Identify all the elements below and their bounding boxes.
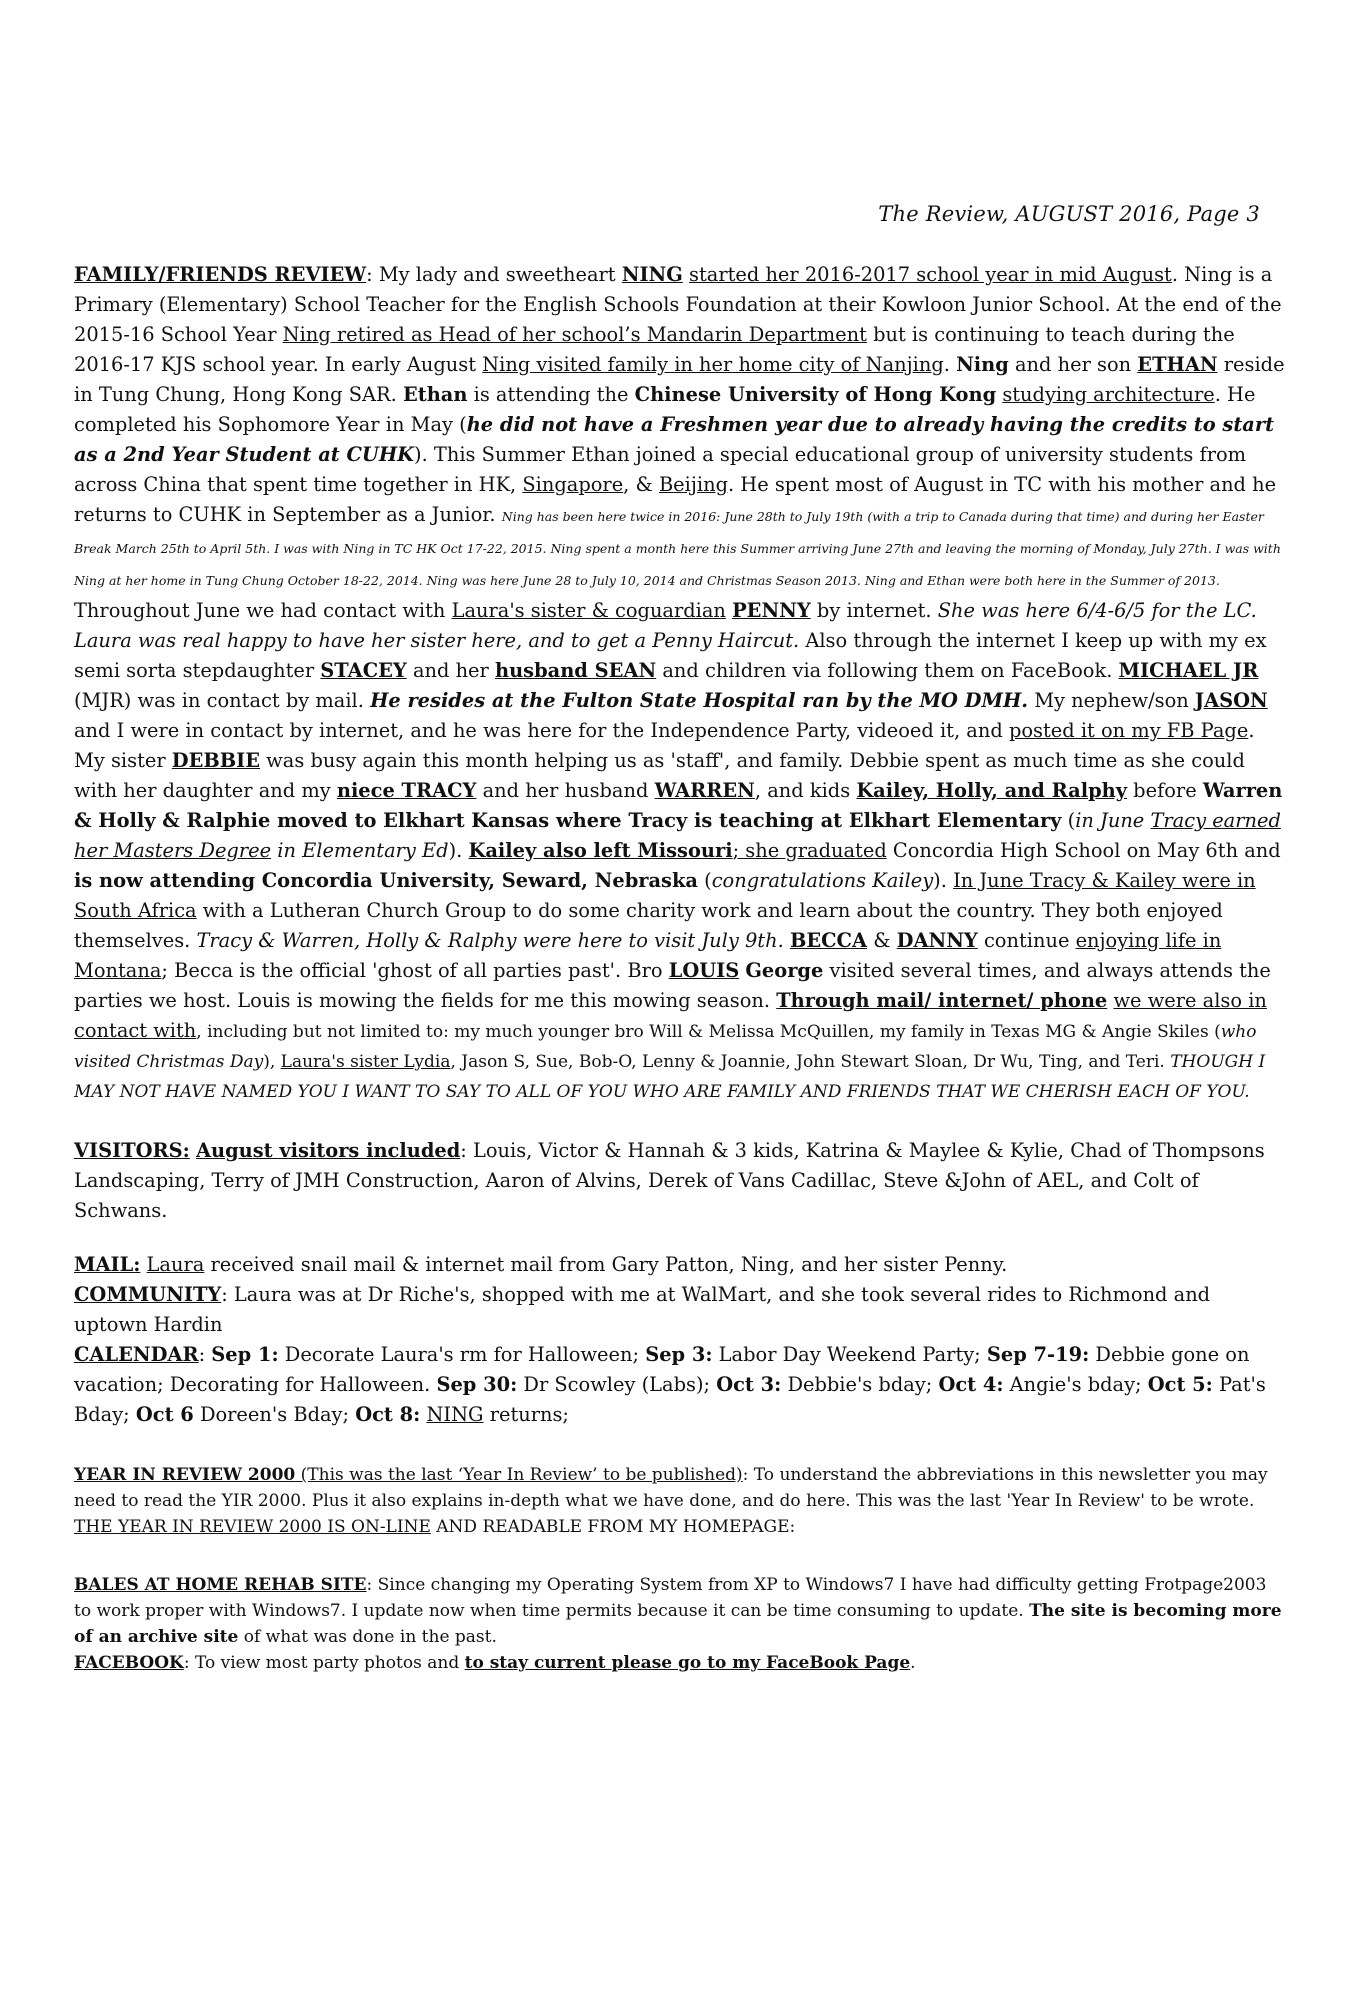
calendar-text-5: Debbie's bday; — [781, 1373, 939, 1396]
husband-sean: husband SEAN — [494, 659, 657, 682]
ethan-bold: Ethan — [402, 383, 468, 406]
calendar-oct4: Oct 4: — [938, 1373, 1004, 1396]
calendar-sep7: Sep 7-19: — [986, 1343, 1090, 1366]
calendar-oct6: Oct 6 — [135, 1403, 194, 1426]
niece-tracy: niece TRACY — [336, 779, 477, 802]
family-text-16: My nephew/son — [1028, 689, 1195, 712]
bales-text: : Since changing my Operating System from XP to Windows7 I have had difficulty getting Frotpage2003 to work proper with Windows7. I update now when time permits because it can be time consuming to update. — [74, 1575, 1267, 1621]
she-graduated: ; she graduated — [732, 839, 887, 862]
calendar-ning: NING — [426, 1403, 484, 1426]
debbie-name: DEBBIE — [171, 749, 261, 772]
elkhart-move: Warren & Holly & Ralphie moved to Elkhart Kansas where Tracy is teaching at Elkhart Elementary — [74, 779, 1283, 832]
calendar-sep: : — [198, 1343, 212, 1366]
visitors-label: VISITORS: — [74, 1139, 190, 1162]
cherish-note: THOUGH I MAY NOT HAVE NAMED YOU I WANT TO SAY TO ALL OF YOU WHO ARE FAMILY AND FRIENDS THAT WE CHERISH EACH OF YOU. — [74, 1052, 1266, 1102]
page-header: The Review, AUGUST 2016, Page 3 — [878, 202, 1260, 226]
calendar-sep3: Sep 3: — [645, 1343, 713, 1366]
facebook-text: : To view most party photos and — [183, 1653, 465, 1673]
family-amp: , & — [623, 473, 659, 496]
family-text-7: . He completed his Sophomore Year in May ( — [74, 383, 1256, 436]
mail-section — [74, 1250, 1288, 1430]
august-visitors: August visitors included — [195, 1139, 461, 1162]
yir-paren: (This was the last ‘Year In Review’ to be published) — [295, 1465, 743, 1485]
yir-label: YEAR IN REVIEW 2000 — [74, 1465, 296, 1485]
bales-label: BALES AT HOME REHAB SITE — [74, 1575, 367, 1595]
family-text-9: . He spent most of August in TC with his mother and he returns to CUHK in September as a Junior. — [74, 473, 1277, 526]
family-text-25: ). — [933, 869, 954, 892]
calendar-text-1: Decorate Laura's rm for Halloween; — [278, 1343, 646, 1366]
family-text-20: and her husband — [476, 779, 655, 802]
ning-bold: Ning — [956, 353, 1009, 376]
family-text-27: continue — [977, 929, 1076, 952]
facebook-link[interactable]: to stay current please go to my FaceBook Page — [464, 1653, 911, 1673]
ning-name: NING — [621, 263, 683, 286]
montana: enjoying life in Montana — [74, 929, 1222, 982]
jason-name: JASON — [1194, 689, 1268, 712]
christmas-day: who visited Christmas Day — [74, 1022, 1257, 1072]
calendar-sep1: Sep 1: — [211, 1343, 279, 1366]
ethan-name: ETHAN — [1137, 353, 1218, 376]
calendar-text-2: Labor Day Weekend Party; — [712, 1343, 987, 1366]
family-text-6: is attending the — [467, 383, 635, 406]
page-content — [74, 260, 1288, 1676]
family-text-5: reside in Tung Chung, Hong Kong SAR. — [74, 353, 1285, 406]
kids-names: Kailey, Holly, and Ralphy — [856, 779, 1128, 802]
family-text-32: , Jason S, Sue, Bob-O, Lenny & Joannie, John Stewart Sloan, Dr Wu, Ting, and Teri. — [450, 1052, 1171, 1072]
kailey-left: Kailey also left Missouri — [468, 839, 733, 862]
family-text-22: before — [1127, 779, 1203, 802]
calendar-sep30: Sep 30: — [436, 1373, 518, 1396]
masters-degree: Tracy earned her Masters Degree — [74, 809, 1281, 862]
facebook-end: . — [910, 1653, 916, 1673]
community-text: : Laura was at Dr Riche's, shopped with me at WalMart, and she took several rides to Richmond and uptown Hardin — [74, 1283, 1211, 1336]
penny-visit-note: She was here 6/4-6/5 for the LC. Laura was real happy to have her sister here, and to get a Penny Haircut. — [74, 599, 1257, 652]
family-text-23: ). — [448, 839, 469, 862]
family-text-17: and I were in contact by internet, and he was here for the Independence Party, videoed it, and — [74, 719, 1009, 742]
calendar-text-4: Dr Scowley (Labs); — [517, 1373, 717, 1396]
family-text-21: , and kids — [754, 779, 857, 802]
ning-visits-note: Ning has been here twice in 2016: June 28th to July 19th (with a trip to Canada during that time) and during her Easter Break March 25th to April 5th. I was with Ning in TC HK Oct 17-22, 2015. Ning spent a month here this Summer arriving June 27th and leaving the morning of Monday, July 27th. I was with Ning at her home in Tung Chung October 18-22, 2014. Ning was here June 28 to July 10, 2014 and Christmas Season 2013. Ning and Ethan were both here in the Summer of 2013. — [74, 509, 1281, 588]
family-text-11: by internet. — [810, 599, 938, 622]
congratulations: congratulations Kailey — [711, 869, 934, 892]
cuhk-name: Chinese University of Hong Kong — [634, 383, 997, 406]
family-friends-label: FAMILY/FRIENDS REVIEW — [74, 263, 367, 286]
family-text-19: was busy again this month helping us as 'staff', and family. Debbie spent as much time as she could with her daughter and my — [74, 749, 1245, 802]
family-text-13: and her — [406, 659, 495, 682]
fb-page-post: posted it on my FB Page — [1008, 719, 1249, 742]
calendar-text-3: Debbie gone on vacation; Decorating for Halloween. — [74, 1343, 1250, 1396]
family-text-18: . My sister — [74, 719, 1255, 772]
calendar-text-8: Doreen's Bday; — [193, 1403, 356, 1426]
visitors-text: : Louis, Victor & Hannah & 3 kids, Katrina & Maylee & Kylie, Chad of Thompsons Landscaping, Terry of JMH Construction, Aaron of Alvins, Derek of Vans Cadillac, Steve &John of AEL, and Colt of Schwans. — [74, 1139, 1265, 1222]
ning-retired: Ning retired as Head of her school’s Mandarin Department — [282, 323, 867, 346]
family-text-2: . Ning is a Primary (Elementary) School Teacher for the English Schools Foundation at their Kowloon Junior School. At the end of the 2015-16 School Year — [74, 263, 1282, 346]
contact-with: we were also in contact with — [74, 989, 1267, 1042]
family-text-10: Throughout June we had contact with — [74, 599, 452, 622]
louis-name: LOUIS — [668, 959, 740, 982]
family-paren: ( — [1061, 809, 1076, 832]
family-text-12: Also through the internet I keep up with my ex semi sorta stepdaughter — [74, 629, 1267, 682]
family-text-14: and children via following them on FaceBook. — [656, 659, 1119, 682]
bales-archive: The site is becoming more of an archive site — [74, 1601, 1282, 1647]
bales-section — [74, 1572, 1288, 1676]
family-paren-2: ( — [697, 869, 712, 892]
calendar-oct8: Oct 8: — [355, 1403, 421, 1426]
visitors-section — [74, 1136, 1288, 1226]
family-text-24: Concordia High School on May 6th and — [886, 839, 1281, 862]
lauras-sister: Laura's sister & coguardian — [451, 599, 726, 622]
calendar-text-7: Pat's Bday; — [74, 1373, 1266, 1426]
stacey-name: STACEY — [320, 659, 407, 682]
becca-name: BECCA — [789, 929, 868, 952]
mail-label: MAIL: — [74, 1253, 141, 1276]
elementary-ed: in Elementary Ed — [271, 839, 449, 862]
yir-tail: AND READABLE FROM MY HOMEPAGE: — [430, 1517, 796, 1537]
mail-laura: Laura — [146, 1253, 205, 1276]
concordia-university: is now attending Concordia University, Seward, Nebraska — [74, 869, 698, 892]
fulton-note: He resides at the Fulton State Hospital ran by the MO DMH. — [370, 689, 1029, 712]
community-label: COMMUNITY — [74, 1283, 222, 1306]
family-sep: . — [943, 353, 957, 376]
yir-online: THE YEAR IN REVIEW 2000 IS ON-LINE — [74, 1517, 431, 1537]
family-text-4: and her son — [1008, 353, 1138, 376]
calendar-oct5: Oct 5: — [1147, 1373, 1213, 1396]
freshmen-note: he did not have a Freshmen year due to already having the credits to start as a 2nd Year Student at CUHK — [74, 413, 1275, 466]
studying-architecture: studying architecture — [1002, 383, 1215, 406]
in-june: in June — [1075, 809, 1151, 832]
family-text-28: ; Becca is the official 'ghost of all parties past'. Bro — [161, 959, 669, 982]
singapore: Singapore — [522, 473, 624, 496]
family-text-8: ). This Summer Ethan joined a special educational group of university students from across China that spent time together in HK, — [74, 443, 1247, 496]
yir-section — [74, 1462, 1288, 1540]
tracy-warren-visit: Tracy & Warren, Holly & Ralphy were here to visit July 9th. — [196, 929, 784, 952]
ning-visited-nanjing: Ning visited family in her home city of Nanjing — [482, 353, 944, 376]
calendar-text-9: returns; — [483, 1403, 569, 1426]
south-africa: In June Tracy & Kailey were in South Africa — [74, 869, 1256, 922]
george-name: George — [745, 959, 824, 982]
calendar-label: CALENDAR — [74, 1343, 199, 1366]
family-text-3: but is continuing to teach during the 2016-17 KJS school year. In early August — [74, 323, 1235, 376]
facebook-label: FACEBOOK — [74, 1653, 184, 1673]
family-text-26: with a Lutheran Church Group to do some charity work and learn about the country. They both enjoyed themselves. — [74, 899, 1223, 952]
through-mail: Through mail/ internet/ phone — [776, 989, 1108, 1012]
penny-name: PENNY — [732, 599, 811, 622]
michael-jr-name: MICHAEL JR — [1118, 659, 1259, 682]
family-text-31: ), — [263, 1052, 281, 1072]
ning-school-year: started her 2016-2017 school year in mid August — [689, 263, 1172, 286]
mail-text: received snail mail & internet mail from Gary Patton, Ning, and her sister Penny. — [204, 1253, 1008, 1276]
yir-text: : To understand the abbreviations in this newsletter you may need to read the YIR 2000. Plus it also explains in-depth what we have done, and do here. This was the last 'Year In Review' to be wrote. — [74, 1465, 1268, 1511]
family-amp-2: & — [867, 929, 897, 952]
lydia: Laura's sister Lydia — [280, 1052, 451, 1072]
family-text-1: : My lady and sweetheart — [366, 263, 622, 286]
family-text-29: visited several times, and always attends the parties we host. Louis is mowing the fields for me this mowing season. — [74, 959, 1271, 1012]
bales-tail: of what was done in the past. — [238, 1627, 497, 1647]
family-text-30: , including but not limited to: my much younger bro Will & Melissa McQuillen, my family in Texas MG & Angie Skiles ( — [196, 1022, 1221, 1042]
family-text-15: (MJR) was in contact by mail. — [74, 689, 371, 712]
warren-name: WARREN — [654, 779, 755, 802]
danny-name: DANNY — [896, 929, 978, 952]
calendar-oct3: Oct 3: — [716, 1373, 782, 1396]
beijing: Beijing — [658, 473, 728, 496]
family-friends-section — [74, 260, 1288, 1106]
calendar-text-6: Angie's bday; — [1003, 1373, 1148, 1396]
